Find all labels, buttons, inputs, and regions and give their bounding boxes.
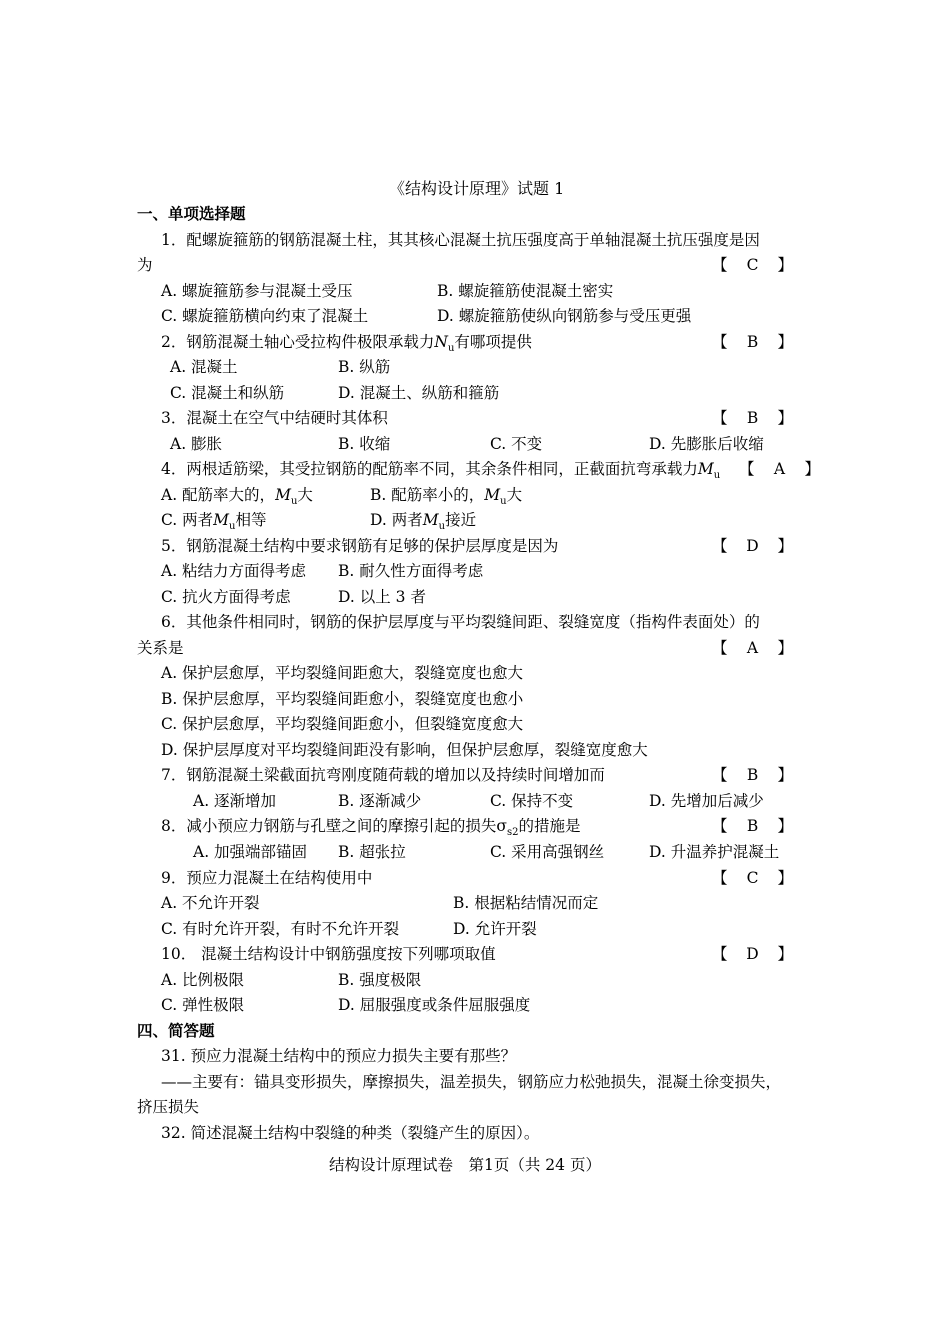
q6-stem: 6．其他条件相同时，钢筋的保护层厚度与平均裂缝间距、裂缝宽度（指构件表面处）的 bbox=[161, 613, 760, 631]
q7-option-a: A. 逐渐增加 bbox=[193, 792, 277, 810]
q5-option-a: A. 粘结力方面得考虑 bbox=[161, 562, 307, 580]
q6-answer: 【 A 】 bbox=[712, 639, 794, 657]
q4-stem: 4．两根适筋梁，其受拉钢筋的配筋率不同，其余条件相同，正截面抗弯承载力$M_u$ bbox=[161, 460, 721, 481]
q1-answer: 【 C 】 bbox=[712, 256, 794, 274]
page-title: 《结构设计原理》试题 1 bbox=[389, 179, 565, 198]
q10-option-a: A. 比例极限 bbox=[161, 971, 245, 989]
q8-stem: 8．减小预应力钢筋与孔壁之间的摩擦引起的损失$\sigma_{s2}$的措施是 bbox=[161, 817, 581, 838]
q2-option-b: B. 纵筋 bbox=[338, 358, 391, 376]
q2-answer: 【 B 】 bbox=[712, 333, 794, 351]
q10-stem: 10． 混凝土结构设计中钢筋强度按下列哪项取值 bbox=[161, 945, 496, 963]
q2-option-c: C. 混凝土和纵筋 bbox=[170, 384, 285, 402]
q9-stem: 9．预应力混凝土在结构使用中 bbox=[161, 869, 373, 887]
q9-option-d: D. 允许开裂 bbox=[453, 920, 537, 938]
q3-answer: 【 B 】 bbox=[712, 409, 794, 427]
section-heading-choice: 一、单项选择题 bbox=[137, 204, 246, 223]
q10-option-b: B. 强度极限 bbox=[338, 971, 422, 989]
q3-stem: 3．混凝土在空气中结硬时其体积 bbox=[161, 409, 388, 427]
q6-stem-cont: 关系是 bbox=[137, 639, 184, 657]
q32-stem: 32. 简述混凝土结构中裂缝的种类（裂缝产生的原因）。 bbox=[161, 1124, 540, 1142]
q10-answer: 【 D 】 bbox=[712, 945, 794, 963]
q7-stem: 7．钢筋混凝土梁截面抗弯刚度随荷载的增加以及持续时间增加而 bbox=[161, 766, 605, 784]
q31-stem: 31. 预应力混凝土结构中的预应力损失主要有那些？ bbox=[161, 1047, 517, 1065]
q9-option-a: A. 不允许开裂 bbox=[161, 894, 260, 912]
q2-stem: 2．钢筋混凝土轴心受拉构件极限承载力$N_u$有哪项提供 bbox=[161, 333, 532, 354]
q4-answer: 【 A 】 bbox=[739, 460, 821, 478]
section-heading-short-answer: 四、简答题 bbox=[137, 1021, 215, 1040]
q4-option-b: B. 配筋率小的，$M_u$大 bbox=[370, 486, 523, 507]
q2-option-a: A. 混凝土 bbox=[170, 358, 238, 376]
q7-option-d: D. 先增加后减少 bbox=[649, 792, 764, 810]
q10-option-c: C. 弹性极限 bbox=[161, 996, 245, 1014]
q5-option-c: C. 抗火方面得考虑 bbox=[161, 588, 291, 606]
q6-option-a: A. 保护层愈厚，平均裂缝间距愈大，裂缝宽度也愈大 bbox=[161, 664, 524, 682]
q31-answer: ——主要有：锚具变形损失，摩擦损失，温差损失，钢筋应力松弛损失，混凝土徐变损失， bbox=[161, 1073, 782, 1091]
q5-stem: 5．钢筋混凝土结构中要求钢筋有足够的保护层厚度是因为 bbox=[161, 537, 559, 555]
q8-answer: 【 B 】 bbox=[712, 817, 794, 835]
q5-option-d: D. 以上 3 者 bbox=[338, 588, 426, 606]
q1-option-b: B. 螺旋箍筋使混凝土密实 bbox=[437, 282, 614, 300]
q1-option-a: A. 螺旋箍筋参与混凝土受压 bbox=[161, 282, 353, 300]
q8-option-a: A. 加强端部锚固 bbox=[193, 843, 308, 861]
q10-option-d: D. 屈服强度或条件屈服强度 bbox=[338, 996, 531, 1014]
q2-option-d: D. 混凝土、纵筋和箍筋 bbox=[338, 384, 500, 402]
q31-answer-cont: 挤压损失 bbox=[137, 1098, 200, 1116]
q6-option-d: D. 保护层厚度对平均裂缝间距没有影响，但保护层愈厚，裂缝宽度愈大 bbox=[161, 741, 648, 759]
q3-option-d: D. 先膨胀后收缩 bbox=[649, 435, 764, 453]
q4-option-a: A. 配筋率大的，$M_u$大 bbox=[161, 486, 313, 507]
q5-option-b: B. 耐久性方面得考虑 bbox=[338, 562, 484, 580]
q7-answer: 【 B 】 bbox=[712, 766, 794, 784]
q6-option-c: C. 保护层愈厚，平均裂缝间距愈小，但裂缝宽度愈大 bbox=[161, 715, 524, 733]
q7-option-c: C. 保持不变 bbox=[490, 792, 574, 810]
q9-option-c: C. 有时允许开裂，有时不允许开裂 bbox=[161, 920, 400, 938]
q8-option-b: B. 超张拉 bbox=[338, 843, 406, 861]
q3-option-a: A. 膨胀 bbox=[170, 435, 223, 453]
q3-option-c: C. 不变 bbox=[490, 435, 543, 453]
page-footer: 结构设计原理试卷 第1页（共 24 页） bbox=[329, 1156, 601, 1174]
q8-option-c: C. 采用高强钢丝 bbox=[490, 843, 605, 861]
q6-option-b: B. 保护层愈厚，平均裂缝间距愈小，裂缝宽度也愈小 bbox=[161, 690, 524, 708]
q3-option-b: B. 收缩 bbox=[338, 435, 391, 453]
q8-option-d: D. 升温养护混凝土 bbox=[649, 843, 780, 861]
q4-option-d: D. 两者$M_u$接近 bbox=[370, 511, 477, 532]
q7-option-b: B. 逐渐减少 bbox=[338, 792, 422, 810]
q4-option-c: C. 两者$M_u$相等 bbox=[161, 511, 267, 532]
q5-answer: 【 D 】 bbox=[712, 537, 794, 555]
q1-stem: 1．配螺旋箍筋的钢筋混凝土柱，其其核心混凝土抗压强度高于单轴混凝土抗压强度是因 bbox=[161, 231, 760, 249]
q9-option-b: B. 根据粘结情况而定 bbox=[453, 894, 599, 912]
q9-answer: 【 C 】 bbox=[712, 869, 794, 887]
q1-option-d: D. 螺旋箍筋使纵向钢筋参与受压更强 bbox=[437, 307, 692, 325]
q1-stem-cont: 为 bbox=[137, 256, 153, 274]
q1-option-c: C. 螺旋箍筋横向约束了混凝土 bbox=[161, 307, 369, 325]
